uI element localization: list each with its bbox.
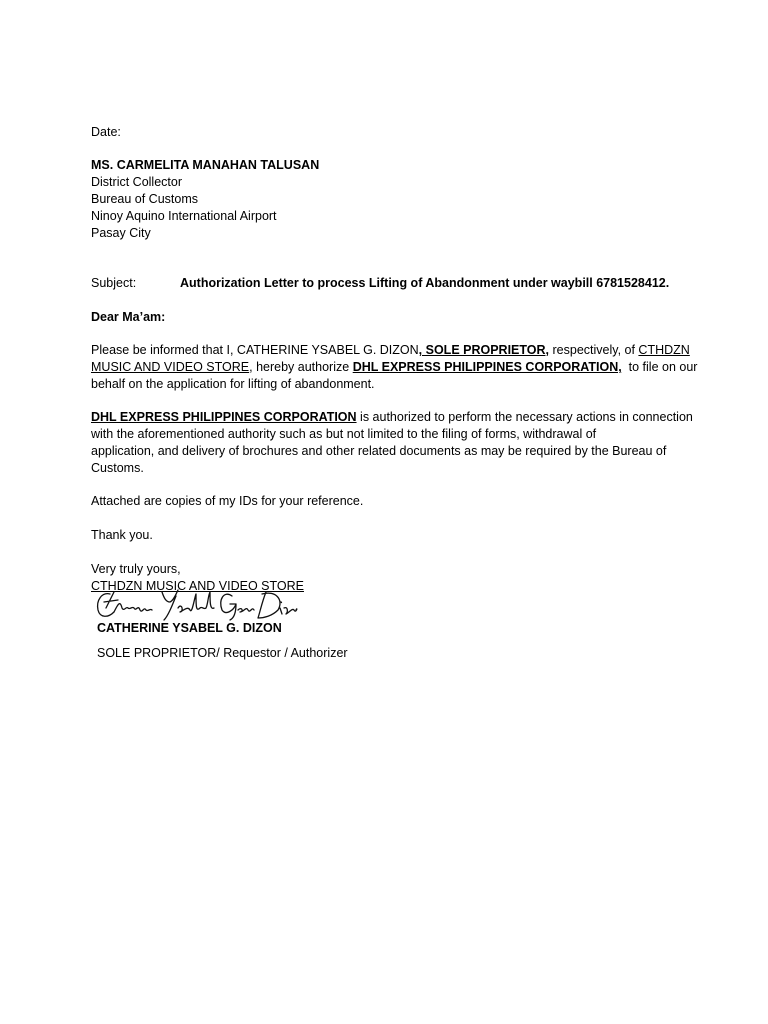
p1-text: behalf on the application for lifting of abandonment. <box>91 377 375 391</box>
subject-label: Subject: <box>91 276 137 290</box>
salutation: Dear Ma’am: <box>91 310 166 324</box>
thank-you: Thank you. <box>91 528 153 542</box>
handwritten-signature <box>92 588 298 622</box>
p1-text: to file on our <box>621 360 698 374</box>
subject-line <box>91 275 681 292</box>
paragraph-scope <box>91 409 693 477</box>
p1-store-name: MUSIC AND VIDEO STORE <box>91 360 250 374</box>
p2-company-name: DHL EXPRESS PHILIPPINES CORPORATION <box>91 410 357 424</box>
date-label: Date: <box>91 125 121 139</box>
p1-store-name: CTHDZN <box>638 343 690 357</box>
recipient-location: Ninoy Aquino International Airport <box>91 209 277 223</box>
date-line <box>91 124 681 141</box>
recipient-name: MS. CARMELITA MANAHAN TALUSAN <box>91 158 320 172</box>
p2-text: application, and delivery of brochures and other related documents as may be required by the Bureau of <box>91 444 667 458</box>
paragraph-authorization <box>91 342 698 393</box>
p2-text: is authorized to perform the necessary actions in connection <box>356 410 693 424</box>
p1-text: , hereby authorize <box>249 360 353 374</box>
closing-store-name: CTHDZN MUSIC AND VIDEO STORE <box>91 579 304 593</box>
subject-text: Authorization Letter to process Lifting of Abandonment under waybill 6781528412. <box>180 276 670 290</box>
recipient-office: Bureau of Customs <box>91 192 198 206</box>
paragraph-attachments: Attached are copies of my IDs for your reference. <box>91 494 364 508</box>
recipient-city: Pasay City <box>91 226 151 240</box>
recipient-position: District Collector <box>91 175 182 189</box>
closing-line: Very truly yours, <box>91 562 181 576</box>
p2-text: Customs. <box>91 461 144 475</box>
signer-name: CATHERINE YSABEL G. DIZON <box>97 621 282 635</box>
p2-text: with the aforementioned authority such as but not limited to the filing of forms, withdrawal of <box>91 427 597 441</box>
p1-sole-proprietor: , SOLE PROPRIETOR, <box>418 343 550 357</box>
p1-text: respectively, of <box>549 343 639 357</box>
p1-company-name: DHL EXPRESS PHILIPPINES CORPORATION, <box>352 360 622 374</box>
p1-text: Please be informed that I, CATHERINE YSABEL G. DIZON <box>91 343 419 357</box>
recipient-address <box>91 157 681 242</box>
signer-title: SOLE PROPRIETOR/ Requestor / Authorizer <box>97 646 348 660</box>
